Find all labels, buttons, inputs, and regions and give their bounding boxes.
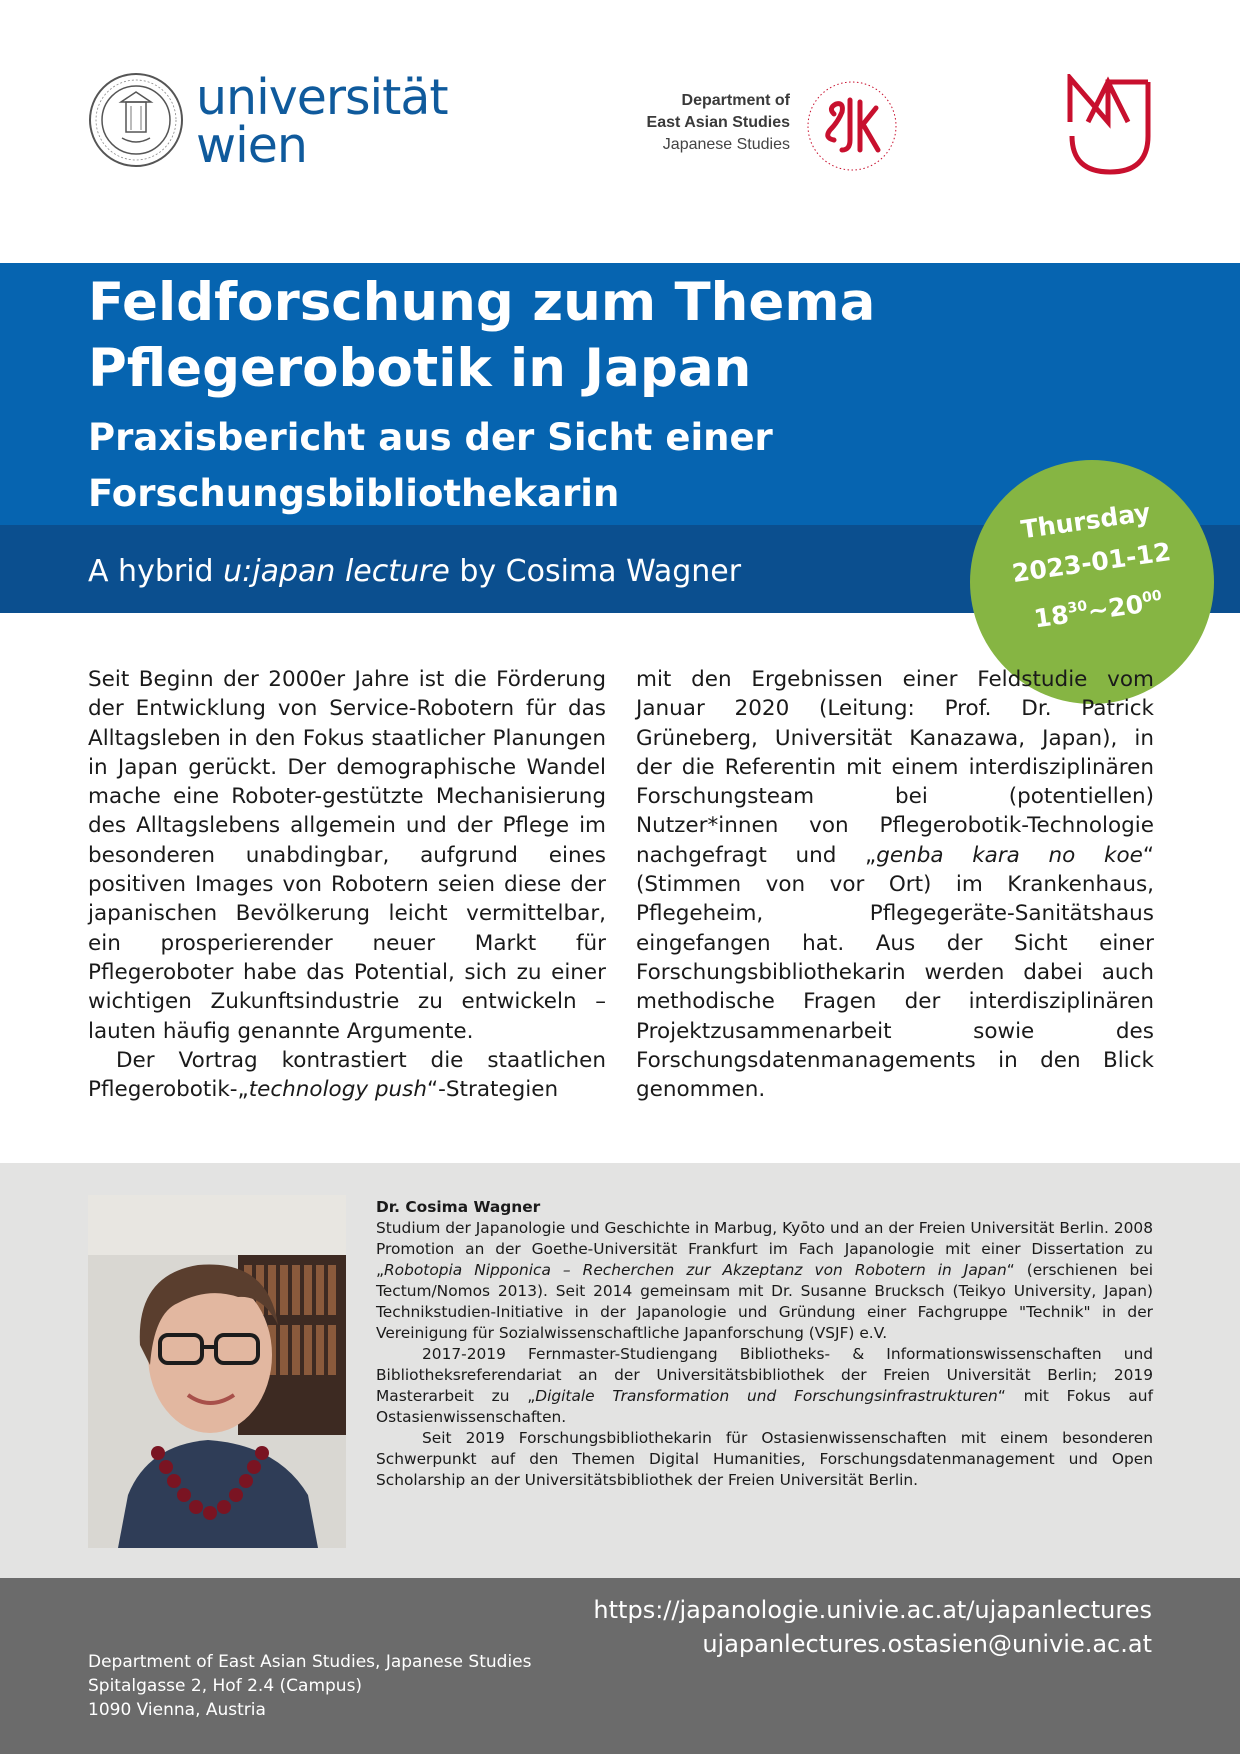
date-badge-text [962, 484, 1222, 649]
abstract-column-right [636, 665, 1154, 1104]
bio-paragraph-2: 2017-2019 Fernmaster-Studiengang Bibliotheks- & Informationswissenschaften und Bibliotheksreferendariat an der Universitätsbibliothek der Freien Universität Berlin; 2019 Masterarbeit zu „Digitale Transformation und Forschungsinfrastrukturen“ mit Fokus auf Ostasienwissenschaften. [376, 1345, 1153, 1426]
lecture-line [88, 552, 741, 592]
bio-paragraph-3: Seit 2019 Forschungsbibliothekarin für Ostasienwissenschaften mit einem besonderen Schwerpunkt auf den Themen Digital Humanities, Forschungsdatenmanagement und Open Scholarship an der Universitätsbibliothek der Freien Universität Berlin. [376, 1429, 1153, 1489]
bio-paragraph-1: Studium der Japanologie und Geschichte in Marbug, Kyōto und an der Freien Universität Berlin. 2008 Promotion an der Goethe-Universität Frankfurt im Fach Japanologie mit einer Dissertation zu „Robotopia Nipponica – Recherchen zur Akzeptanz von Robotern in Japan“ (erschienen bei Tectum/Nomos 2013). Seit 2014 gemeinsam mit Dr. Susanne Brucksch (Teikyo University, Japan) Technikstudien-Initiative in der Japanologie und Gründung einer Fachgruppe "Technik" in der Vereinigung für Sozialwissenschaftliche Japanforschung (VSJF) e.V. [376, 1219, 1153, 1342]
main-title-line2: Pflegerobotik in Japan [88, 338, 752, 399]
universitaet-wien-logo [88, 69, 468, 180]
abstract-paragraph-2-start: Der Vortrag kontrastiert die staatlichen Pflegerobotik-„technology push“-Strategien [88, 1047, 606, 1103]
speaker-bio [376, 1197, 1153, 1491]
address-line3: 1090 Vienna, Austria [88, 1700, 266, 1720]
main-title-line1: Feldforschung zum Thema [88, 272, 876, 333]
footer-url-link[interactable]: https://japanologie.univie.ac.at/ujapanlectures [593, 1596, 1152, 1624]
date-value: 2023-01-12 [1010, 537, 1173, 589]
main-title [88, 270, 988, 402]
footer-address [88, 1650, 531, 1722]
naj-logo-icon [1064, 74, 1154, 178]
department-name [647, 90, 790, 156]
abstract-paragraph-2-continued: mit den Ergebnissen einer Feldstudie vom Januar 2020 (Leitung: Prof. Dr. Patrick Grüneberg, Universität Kanazawa, Japan), in der die Referentin mit einem interdisziplinären Forschungsteam bei (potentiellen) Nutzer*innen von Pflegerobotik-Technologie nachgefragt und „genba kara no koe“ (Stimmen von vor Ort) im Krankenhaus, Pflegeheim, Pflegegeräte-Sanitätshaus eingefangen hat. Aus der Sicht einer Forschungsbibliothekarin werden dabei auch methodische Fragen der interdisziplinären Projektzusammenarbeit sowie des Forschungsdatenmanagements in den Blick genommen. [636, 667, 1154, 1103]
lecture-series: u:japan lecture [223, 554, 450, 589]
university-seal-icon [88, 72, 184, 168]
sub-title-line2: Forschungsbibliothekarin [88, 472, 620, 515]
speaker-photo [88, 1195, 346, 1548]
department-line2: East Asian Studies [646, 114, 790, 131]
department-logo [600, 78, 900, 178]
date-time: $18^{30}\sim 20^{00}$ [1032, 587, 1163, 634]
footer-email-link[interactable]: ujapanlectures.ostasien@univie.ac.at [702, 1630, 1152, 1658]
abstract-column-left [88, 665, 606, 1104]
footer-contact [593, 1593, 1152, 1661]
university-wordmark [196, 69, 448, 174]
address-line1: Department of East Asian Studies, Japanese Studies [88, 1652, 532, 1672]
lecture-suffix: by Cosima Wagner [449, 554, 742, 589]
sjk-emblem-icon [804, 78, 900, 174]
speaker-name: Dr. Cosima Wagner [376, 1198, 541, 1216]
department-line3: Japanese Studies [662, 136, 790, 153]
lecture-prefix: A hybrid [88, 554, 224, 589]
department-line1: Department of [681, 92, 790, 109]
wordmark-line1: universität [196, 69, 448, 126]
sub-title [88, 410, 988, 522]
sub-title-line1: Praxisbericht aus der Sicht einer [88, 416, 773, 459]
abstract-paragraph-1: Seit Beginn der 2000er Jahre ist die Förderung der Entwicklung von Service-Robotern für das Alltagsleben in den Fokus staatlicher Planungen in Japan gerückt. Der demographische Wandel mache eine Roboter-gestützte Mechanisierung des Alltagslebens allgemein und der Pflege im besonderen unabdingbar, aufgrund eines positiven Images von Robotern seien diese der japanischen Bevölkerung leicht vermittelbar, ein prosperierender neuer Markt für Pflegeroboter habe das Potential, sich zu einer wichtigen Zukunftsindustrie zu entwickeln – lauten häufig genannte Argumente. [88, 667, 606, 1044]
address-line2: Spitalgasse 2, Hof 2.4 (Campus) [88, 1676, 363, 1696]
date-weekday: Thursday [1019, 497, 1153, 545]
wordmark-line2: wien [196, 117, 307, 174]
